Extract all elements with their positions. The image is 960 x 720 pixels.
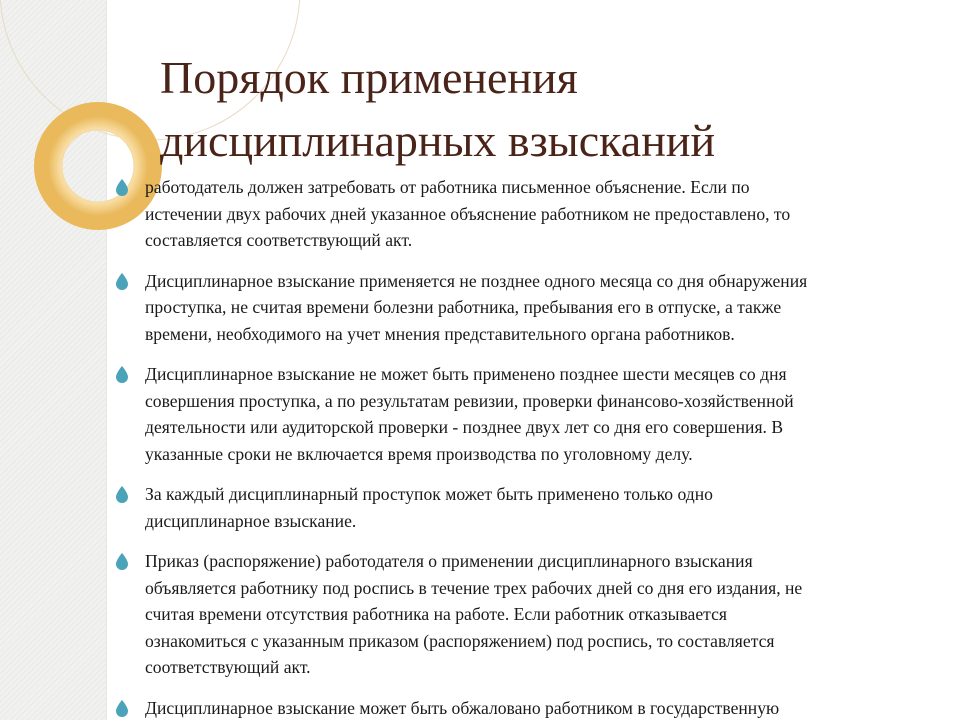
bullet-text: Дисциплинарное взыскание применяется не позднее одного месяца со дня обнаружения проступка, не считая времени болезни работника, пребывания его в отпуске, а также времени, необходимого на учет мнения представительного органа работников.	[145, 270, 808, 344]
bullet-text: Дисциплинарное взыскание может быть обжаловано работником в государственную	[145, 697, 780, 718]
bullet-drop-icon	[114, 552, 130, 570]
bullet-list	[114, 174, 944, 720]
bullet-drop-icon	[114, 699, 130, 717]
bullet-item	[114, 174, 944, 254]
bullet-drop-icon	[114, 365, 130, 383]
bullet-text: Дисциплинарное взыскание не может быть применено позднее шести месяцев со дня совершения проступка, а по результатам ревизии, проверки финансово-хозяйственной деятельности или аудиторской проверки - позднее двух лет со дня его совершения. В указанные сроки не включается время производства по уголовному делу.	[145, 364, 794, 464]
bullet-item	[114, 481, 944, 534]
bullet-item	[114, 548, 944, 681]
bullet-text: За каждый дисциплинарный проступок может быть применено только одно дисциплинарное взыскание.	[145, 484, 713, 531]
bullet-text: работодатель должен затребовать от работника письменное объяснение. Если по истечении двух рабочих дней указанное объяснение работником не предоставлено, то составляется соответствующий акт.	[145, 177, 791, 250]
bullet-item	[114, 695, 944, 720]
bullet-text: Приказ (распоряжение) работодателя о применении дисциплинарного взыскания объявляется работнику под роспись в течение трех рабочих дней со дня его издания, не считая времени отсутствия работника на работе. Если работник отказывается ознакомиться с указанным приказом (распоряжением) под роспись, то составляется соответствующий акт.	[145, 551, 803, 677]
bullet-drop-icon	[114, 178, 130, 196]
slide-title: Порядок применения дисциплинарных взысканий	[160, 52, 716, 166]
bullet-drop-icon	[114, 272, 130, 290]
bullet-item	[114, 268, 944, 348]
bullet-drop-icon	[114, 485, 130, 503]
bullet-item	[114, 361, 944, 467]
